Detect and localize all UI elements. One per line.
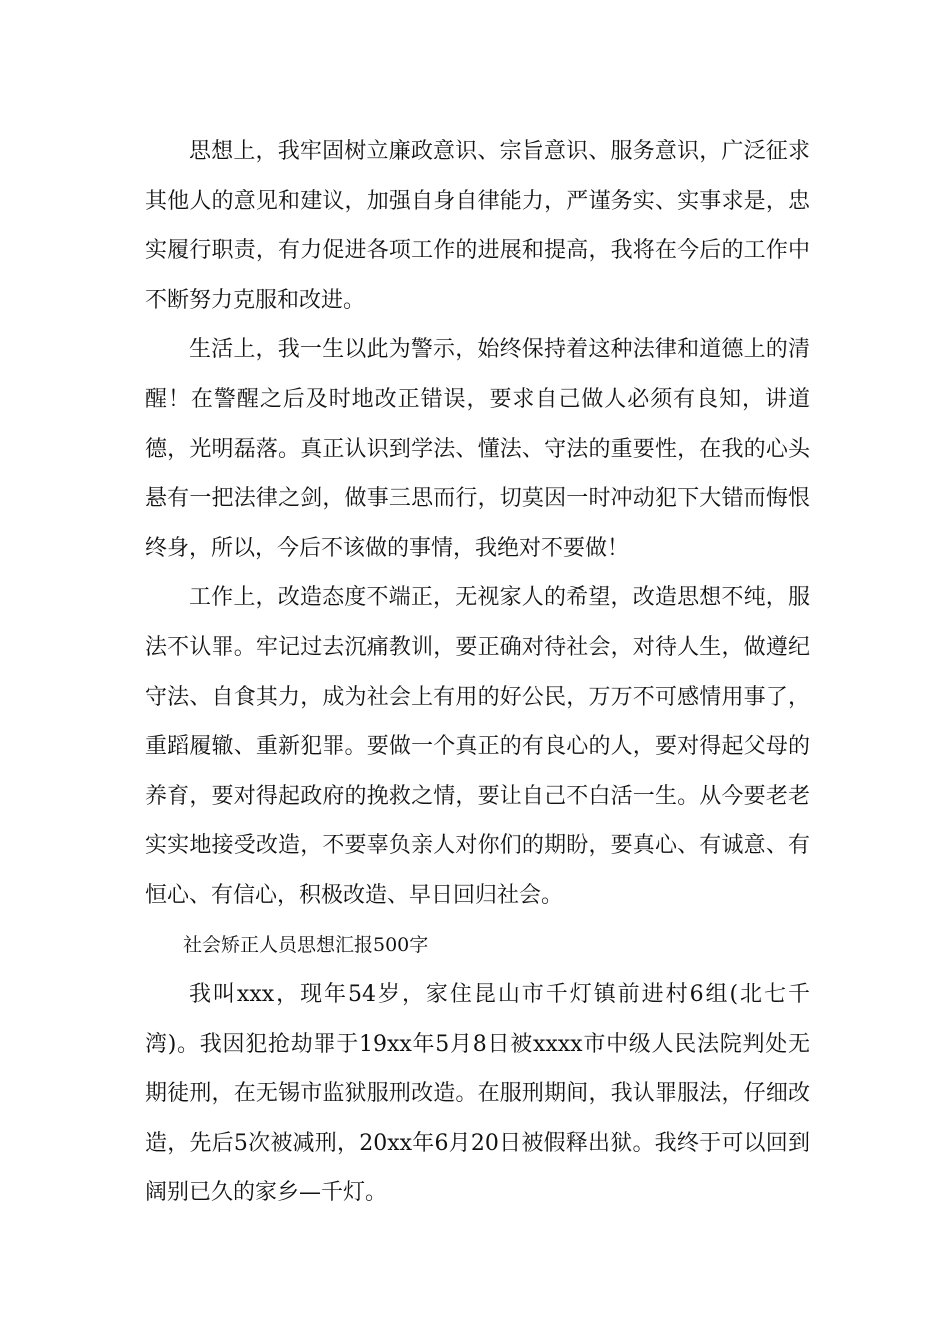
paragraph-life: 生活上，我一生以此为警示，始终保持着这种法律和道德上的清醒！在警醒之后及时地改正错误，要求自己做人必须有良知，讲道德，光明磊落。真正认识到学法、懂法、守法的重要性，在我的心头悬有一把法律之剑，做事三思而行，切莫因一时冲动犯下大错而悔恨终身，所以，今后不该做的事情，我绝对不要做！: [145, 337, 810, 561]
document-body: [145, 127, 810, 1218]
paragraph-self-intro: 我叫xxx，现年54岁，家住昆山市千灯镇前进村6组(北七千湾)。我因犯抢劫罪于19xx年5月8日被xxxx市中级人民法院判处无期徒刑，在无锡市监狱服刑改造。在服刑期间，我认罪服法，仔细改造，先后5次被减刑，20xx年6月20日被假释出狱。我终于可以回到阔别已久的家乡—千灯。: [145, 982, 810, 1206]
paragraph-work: 工作上，改造态度不端正，无视家人的希望，改造思想不纯，服法不认罪。牢记过去沉痛教训，要正确对待社会，对待人生，做遵纪守法、自食其力，成为社会上有用的好公民，万万不可感情用事了，重蹈履辙、重新犯罪。要做一个真正的有良心的人，要对得起父母的养育，要对得起政府的挽救之情，要让自己不白活一生。从今要老老实实地接受改造，不要辜负亲人对你们的期盼，要真心、有诚意、有恒心、有信心，积极改造、早日回归社会。: [145, 585, 810, 908]
paragraph-thought: 思想上，我牢固树立廉政意识、宗旨意识、服务意识，广泛征求其他人的意见和建议，加强自身自律能力，严谨务实、实事求是，忠实履行职责，有力促进各项工作的进展和提高，我将在今后的工作中不断努力克服和改进。: [145, 139, 810, 313]
section-heading: 社会矫正人员思想汇报500字: [183, 933, 429, 956]
